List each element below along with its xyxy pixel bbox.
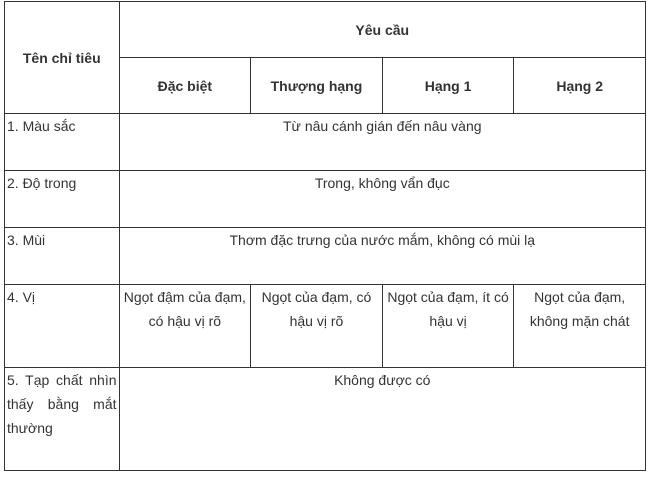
row-label-impurities: 5. Tạp chất nhìn thấy bằng mắt thường: [5, 367, 120, 470]
grade-header-special: Đặc biệt: [119, 58, 251, 114]
table-row-color: [5, 114, 646, 171]
row-value-impurities: Không được có: [119, 367, 645, 470]
taste-grade-1: Ngọt của đạm, ít có hậu vị: [382, 285, 514, 368]
row-value-clarity: Trong, không vẩn đục: [119, 171, 645, 228]
taste-special: Ngọt đậm của đạm, có hậu vị rõ: [119, 285, 251, 368]
quality-spec-table: [4, 1, 646, 471]
grade-header-premium: Thượng hạng: [251, 58, 383, 114]
row-value-smell: Thơm đặc trưng của nước mắm, không có mùi lạ: [119, 228, 645, 285]
table-row-taste: [5, 285, 646, 368]
taste-premium: Ngọt của đạm, có hậu vị rõ: [251, 285, 383, 368]
taste-grade-2: Ngọt của đạm, không mặn chát: [514, 285, 646, 368]
table-row-impurities: [5, 367, 646, 470]
row-label-smell: 3. Mùi: [5, 228, 120, 285]
criteria-name-header: Tên chỉ tiêu: [5, 2, 120, 114]
row-value-color: Từ nâu cánh gián đến nâu vàng: [119, 114, 645, 171]
grade-header-grade-1: Hạng 1: [382, 58, 514, 114]
row-label-color: 1. Màu sắc: [5, 114, 120, 171]
grade-header-grade-2: Hạng 2: [514, 58, 646, 114]
row-label-clarity: 2. Độ trong: [5, 171, 120, 228]
row-label-taste: 4. Vị: [5, 285, 120, 368]
requirements-header: Yêu cầu: [119, 2, 645, 58]
table-row-smell: [5, 228, 646, 285]
table-row-clarity: [5, 171, 646, 228]
